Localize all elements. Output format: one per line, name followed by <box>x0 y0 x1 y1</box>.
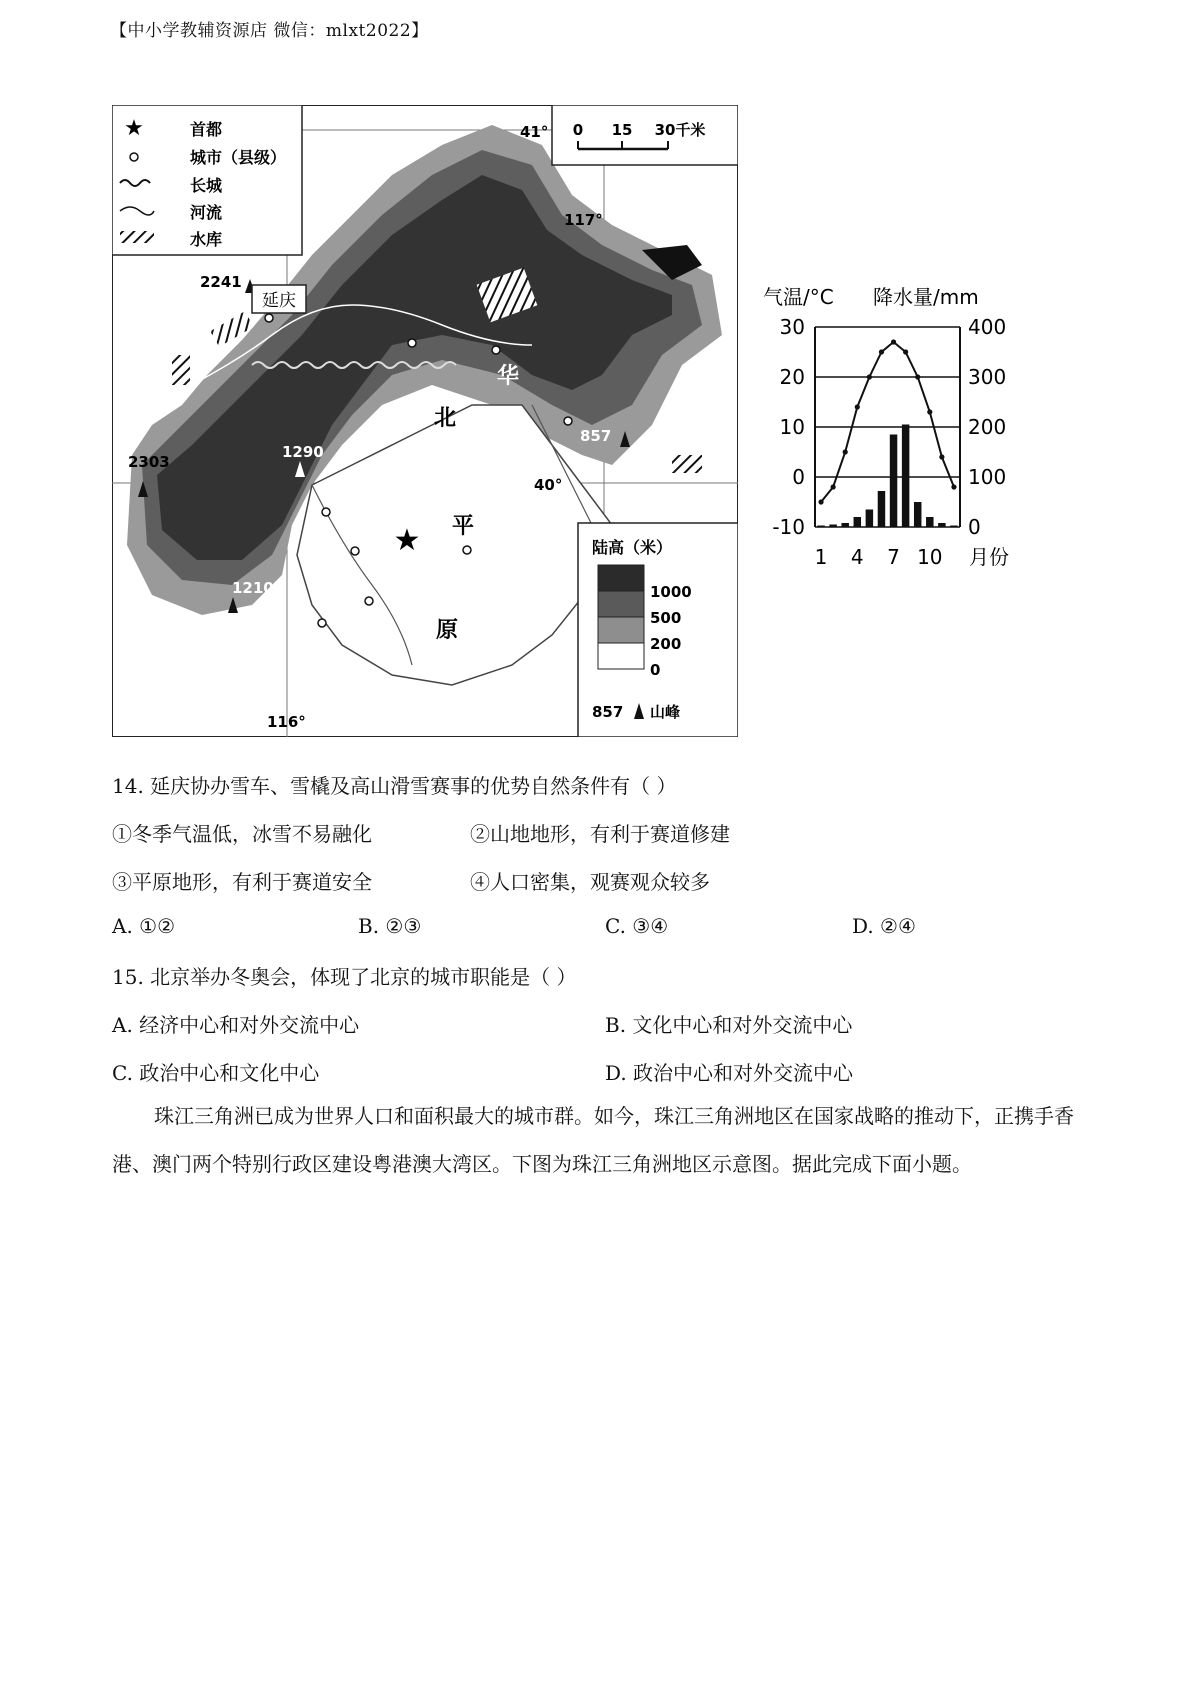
right-axis-label: 降水量/mm <box>873 285 979 309</box>
precip-bar <box>841 523 848 527</box>
precip-bar <box>866 510 873 528</box>
right-tick-label: 0 <box>968 515 981 539</box>
lat-label-41: 41° <box>520 123 549 141</box>
q15-option-a[interactable]: A. 经济中心和对外交流中心 <box>112 1013 360 1037</box>
x-axis-unit: 月份 <box>969 545 1009 569</box>
peak-example-label: 山峰 <box>650 703 681 721</box>
region-char-hua: 华 <box>497 364 520 389</box>
elevation-legend-title: 陆高（米） <box>592 538 673 557</box>
region-char-bei: 北 <box>434 406 457 431</box>
precip-bar <box>950 526 957 528</box>
right-tick-label: 200 <box>968 415 1007 439</box>
city-icon <box>351 547 359 555</box>
capital-star-icon: ★ <box>393 523 421 558</box>
city-icon <box>408 339 416 347</box>
climate-chart <box>755 282 1020 582</box>
temperature-point <box>867 374 872 379</box>
scale-tick-30: 30千米 <box>654 121 706 139</box>
city-icon <box>492 346 500 354</box>
legend-label-capital: 首都 <box>190 120 223 139</box>
q14-item-1: ①冬季气温低，冰雪不易融化 <box>112 822 372 846</box>
legend-reservoir-icon <box>120 231 154 243</box>
precip-bar <box>878 491 885 527</box>
temperature-point <box>915 374 920 379</box>
reservoir-shape <box>672 455 702 473</box>
precip-bar <box>926 517 933 527</box>
q14-option-a[interactable]: A. ①② <box>112 914 176 938</box>
temperature-line <box>821 342 954 502</box>
temperature-point <box>903 349 908 354</box>
elevation-level-1000: 1000 <box>650 583 692 601</box>
q14-option-d[interactable]: D. ②④ <box>852 914 916 938</box>
q14-item-4: ④人口密集，观赛观众较多 <box>470 870 710 894</box>
right-tick-label: 300 <box>968 365 1007 389</box>
precip-bar <box>938 523 945 527</box>
lon-label-117: 117° <box>564 211 603 229</box>
elevation-level-0: 0 <box>650 661 661 679</box>
lon-label-116: 116° <box>267 713 306 731</box>
precip-bar <box>890 435 897 528</box>
left-tick-label: 20 <box>779 365 805 389</box>
temperature-point <box>939 454 944 459</box>
temperature-point <box>927 409 932 414</box>
x-tick-label: 4 <box>850 545 864 569</box>
q15-option-c[interactable]: C. 政治中心和文化中心 <box>112 1061 320 1085</box>
city-icon <box>365 597 373 605</box>
right-tick-label: 400 <box>968 315 1007 339</box>
city-icon <box>318 619 326 627</box>
left-tick-label: 30 <box>779 315 805 339</box>
elevation-level-200: 200 <box>650 635 682 653</box>
scale-tick-15: 15 <box>611 121 633 139</box>
precip-bar <box>817 526 824 528</box>
left-axis-label: 气温/°C <box>763 285 834 309</box>
temperature-point <box>855 404 860 409</box>
elevation-swatch-mid <box>598 591 644 617</box>
city-icon <box>265 314 273 322</box>
elevation-level-500: 500 <box>650 609 682 627</box>
legend-label-river: 河流 <box>190 203 223 222</box>
peak-label-1210: 1210 <box>232 579 274 597</box>
temperature-point <box>951 484 956 489</box>
left-tick-label: 0 <box>792 465 805 489</box>
peak-label-2303: 2303 <box>128 453 170 471</box>
peak-label-857: 857 <box>580 427 612 445</box>
region-char-yuan: 原 <box>436 618 459 643</box>
precip-bar <box>829 525 836 528</box>
legend-label-wall: 长城 <box>190 176 223 195</box>
q15-option-b[interactable]: B. 文化中心和对外交流中心 <box>605 1013 853 1037</box>
city-label-yanqing: 延庆 <box>262 291 296 311</box>
legend-label-city: 城市（县级） <box>190 148 287 167</box>
beijing-terrain-map <box>112 105 738 737</box>
elevation-swatch-high <box>598 565 644 591</box>
reservoir-shape <box>172 355 190 385</box>
temperature-point <box>818 499 823 504</box>
left-tick-label: 10 <box>779 415 805 439</box>
precip-bar <box>902 425 909 528</box>
city-icon <box>564 417 572 425</box>
q14-option-c[interactable]: C. ③④ <box>605 914 669 938</box>
city-icon <box>322 508 330 516</box>
right-tick-label: 100 <box>968 465 1007 489</box>
legend-label-reservoir: 水库 <box>190 230 223 249</box>
x-tick-label: 7 <box>887 545 900 569</box>
q14-item-2: ②山地地形，有利于赛道修建 <box>470 822 730 846</box>
left-tick-label: -10 <box>772 515 805 539</box>
q14-item-3: ③平原地形，有利于赛道安全 <box>112 870 372 894</box>
peak-label-1290: 1290 <box>282 443 324 461</box>
scale-tick-0: 0 <box>572 121 584 139</box>
q15-option-d[interactable]: D. 政治中心和对外交流中心 <box>605 1061 854 1085</box>
page-header: 【中小学教辅资源店 微信：mlxt2022】 <box>110 21 429 41</box>
passage-text: 珠江三角洲已成为世界人口和面积最大的城市群。如今，珠江三角洲地区在国家战略的推动下，正携手香港、澳门两个特别行政区建设粤港澳大湾区。下图为珠江三角洲地区示意图。据此完成下面小题。 <box>112 1104 1074 1176</box>
x-tick-label: 1 <box>814 545 828 569</box>
q14-stem: 14. 延庆协办雪车、雪橇及高山滑雪赛事的优势自然条件有（ ） <box>112 774 677 798</box>
city-icon <box>463 546 471 554</box>
lat-label-40: 40° <box>534 476 563 494</box>
legend-circle-icon <box>130 153 138 161</box>
precip-bar <box>854 517 861 527</box>
temperature-point <box>831 484 836 489</box>
temperature-point <box>891 339 896 344</box>
legend-star-icon: ★ <box>124 116 144 141</box>
q15-stem: 15. 北京举办冬奥会，体现了北京的城市职能是（ ） <box>112 965 577 989</box>
region-char-ping: 平 <box>452 514 475 539</box>
elevation-swatch-plain <box>598 643 644 669</box>
elevation-swatch-low <box>598 617 644 643</box>
x-tick-label: 10 <box>917 545 943 569</box>
precip-bar <box>914 502 921 527</box>
temperature-point <box>843 449 848 454</box>
q14-option-b[interactable]: B. ②③ <box>358 914 422 938</box>
peak-label-2241: 2241 <box>200 273 242 291</box>
temperature-point <box>879 349 884 354</box>
peak-example-value: 857 <box>592 703 624 721</box>
